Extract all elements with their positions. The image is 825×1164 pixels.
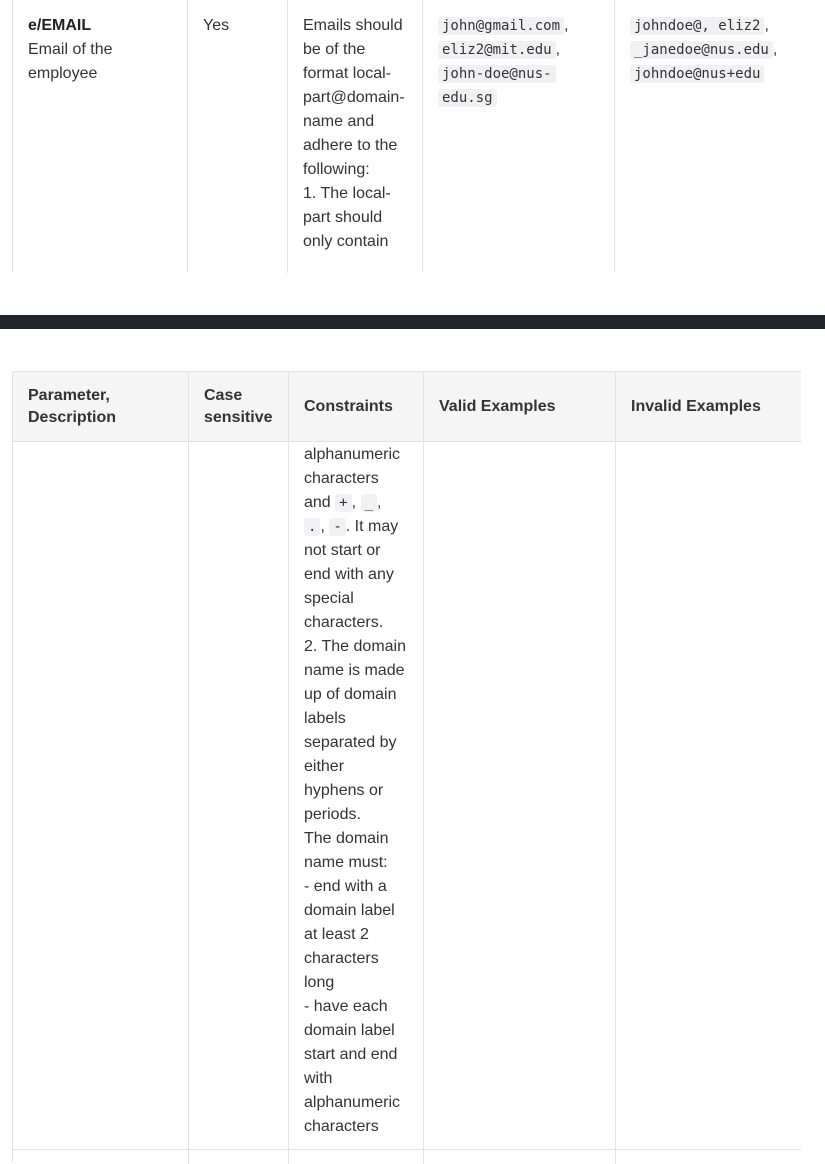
- header-case-line: Case: [204, 386, 243, 404]
- constraint-line: be of the: [303, 41, 366, 58]
- invalid-examples-cell-empty: [616, 442, 801, 1149]
- constraint-line: name is made: [304, 662, 405, 679]
- next-row-cell: [189, 1150, 289, 1164]
- constraint-line: characters: [304, 470, 379, 487]
- special-char-code: +: [335, 494, 351, 512]
- parameter-name: e/EMAIL: [28, 17, 92, 34]
- constraint-line: 1. The local-: [303, 185, 391, 202]
- constraint-line: domain label: [304, 1022, 395, 1039]
- parameter-desc-line: employee: [28, 65, 98, 82]
- header-valid-examples: Valid Examples: [424, 372, 616, 441]
- invalid-example-code: johndoe@, eliz2: [630, 17, 764, 35]
- constraint-line: periods.: [304, 806, 361, 823]
- next-row-cell: [424, 1150, 616, 1164]
- constraint-text: . It may: [345, 518, 399, 535]
- valid-examples-cell: [423, 0, 615, 273]
- special-char-code: .: [304, 518, 320, 536]
- table-next-row-partial: [13, 1150, 801, 1162]
- constraint-line: alphanumeric: [304, 1094, 401, 1111]
- separator: ,: [764, 17, 769, 34]
- constraint-text: and: [304, 494, 331, 511]
- constraint-line: up of domain: [304, 686, 397, 703]
- separator: ,: [320, 518, 325, 535]
- constraint-line: separated by: [304, 734, 397, 751]
- table-row-email-continued: [13, 442, 801, 1150]
- header-invalid-examples: Invalid Examples: [631, 397, 761, 415]
- email-table-fragment-bottom: [12, 371, 801, 1162]
- constraint-lines-rest: [304, 539, 409, 1139]
- constraint-line: characters: [304, 1118, 379, 1135]
- constraint-line: end with any: [304, 566, 394, 583]
- valid-example-code: john@gmail.com: [438, 17, 564, 35]
- separator: ,: [555, 41, 561, 58]
- invalid-example-code: johndoe@nus+edu: [630, 65, 764, 83]
- constraint-line: 2. The domain: [304, 638, 406, 655]
- page-divider: [0, 315, 825, 329]
- constraint-line: start and end: [304, 1046, 398, 1063]
- header-case-line: sensitive: [204, 408, 273, 426]
- invalid-example-code: _janedoe@nus.edu: [630, 41, 773, 59]
- constraint-line: at least 2: [304, 926, 369, 943]
- separator: ,: [376, 494, 382, 511]
- constraint-line: labels: [304, 710, 346, 727]
- next-row-cell: [289, 1150, 424, 1164]
- parameter-cell: [12, 0, 188, 273]
- constraint-line: not start or: [304, 542, 381, 559]
- header-parameter-line: Parameter,: [28, 386, 110, 404]
- parameter-cell-empty: [13, 442, 189, 1149]
- constraint-line: hyphens or: [304, 782, 384, 799]
- constraint-line: format local-: [303, 65, 392, 82]
- valid-example-code: john-doe@nus-: [438, 65, 556, 83]
- special-char-code: -: [329, 518, 345, 536]
- constraint-line: Emails should: [303, 17, 403, 34]
- separator: ,: [772, 41, 778, 58]
- case-sensitive-value: Yes: [203, 17, 230, 34]
- header-parameter: [13, 372, 189, 441]
- case-sensitive-cell-empty: [189, 442, 289, 1149]
- separator: ,: [351, 494, 357, 511]
- constraint-line: part@domain-: [303, 89, 405, 106]
- header-constraints: Constraints: [289, 372, 424, 441]
- constraint-line: characters.: [304, 614, 384, 631]
- table-header-row: [13, 372, 801, 442]
- valid-example-code: eliz2@mit.edu: [438, 41, 556, 59]
- constraint-line: The domain: [304, 830, 389, 847]
- header-case-sensitive: [189, 372, 289, 441]
- constraint-line: adhere to the: [303, 137, 398, 154]
- valid-examples-cell-empty: [424, 442, 616, 1149]
- email-table-fragment-top: [12, 0, 800, 273]
- constraint-line: - end with a: [304, 878, 387, 895]
- special-char-code: _: [361, 494, 377, 512]
- constraint-line: name must:: [304, 854, 388, 871]
- constraint-line: alphanumeric: [304, 446, 401, 463]
- constraint-line: name and: [303, 113, 375, 130]
- constraint-line: special: [304, 590, 354, 607]
- valid-example-code: edu.sg: [438, 89, 497, 107]
- constraint-line: only contain: [303, 233, 389, 250]
- table-row-email: [12, 0, 800, 273]
- constraint-line: long: [304, 974, 335, 991]
- constraint-line: characters: [304, 950, 379, 967]
- constraint-line: part should: [303, 209, 383, 226]
- constraint-line: - have each: [304, 998, 388, 1015]
- constraint-line: either: [304, 758, 345, 775]
- case-sensitive-cell: [188, 0, 288, 273]
- next-row-cell: [616, 1150, 801, 1164]
- constraint-line: [304, 515, 409, 539]
- constraints-cell: [288, 0, 423, 273]
- next-row-cell: [13, 1150, 189, 1164]
- constraint-line: domain label: [304, 902, 395, 919]
- constraint-line: with: [304, 1070, 333, 1087]
- header-parameter-line: Description: [28, 408, 117, 426]
- invalid-examples-cell: [615, 0, 800, 273]
- constraint-line: [304, 491, 409, 515]
- constraints-cell-continued: [289, 442, 424, 1149]
- parameter-desc-line: Email of the: [28, 41, 113, 58]
- separator: ,: [564, 17, 569, 34]
- constraint-line: following:: [303, 161, 370, 178]
